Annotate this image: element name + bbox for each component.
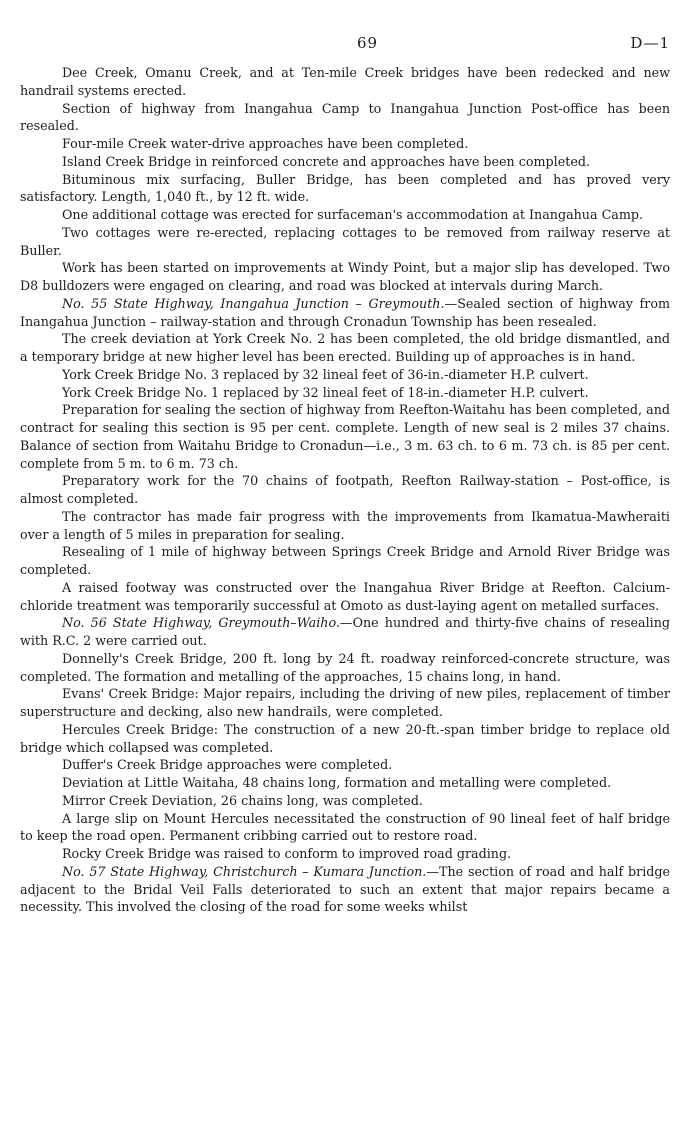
paragraph: Two cottages were re-erected, replacing cottages to be removed from railway reserve at Buller.	[20, 224, 670, 258]
paragraph: A raised footway was constructed over the Inangahua River Bridge at Reefton. Calcium-chloride treatment was temporarily successful at Omoto as dust-laying agent on metalled surfaces.	[20, 579, 670, 613]
paragraph: Bituminous mix surfacing, Buller Bridge, has been completed and has proved very satisfactory. Length, 1,040 ft., by 12 ft. wide.	[20, 171, 670, 205]
paragraph: One additional cottage was erected for surfaceman's accommodation at Inangahua Camp.	[62, 207, 644, 222]
paragraph: Donnelly's Creek Bridge, 200 ft. long by 24 ft. roadway reinforced-concrete structure, was completed. The formation and metalling of the approaches, 15 chains long, in hand.	[20, 650, 670, 684]
paragraph: Preparatory work for the 70 chains of footpath, Reefton Railway-station – Post-office, is almost completed.	[20, 473, 670, 506]
paragraph: Duffer's Creek Bridge approaches were completed.	[62, 757, 393, 773]
paragraph: A large slip on Mount Hercules necessitated the construction of 90 lineal feet of half bridge to keep the road open. Permanent cribbing carried out to restore road.	[20, 810, 670, 844]
paragraph: Work has been started on improvements at Windy Point, but a major slip has developed. Two D8 bulldozers were engaged on clearing, and road was blocked at intervals during March.	[20, 260, 670, 293]
paragraph: York Creek Bridge No. 3 replaced by 32 lineal feet of 36-in.-diameter H.P. culvert.	[62, 366, 589, 382]
highway-section-paragraph: No. 55 State Highway, Inangahua Junction – Greymouth.—Sealed section of highway from Inangahua Junction – railway-station and through Cronadun Township has been resealed.	[20, 295, 670, 329]
body-text	[20, 64, 670, 916]
paragraph: Rocky Creek Bridge was raised to conform to improved road grading.	[62, 846, 512, 861]
paragraph: Four-mile Creek water-drive approaches have been completed.	[62, 136, 469, 151]
highway-section-paragraph: No. 56 State Highway, Greymouth–Waiho.—One hundred and thirty-five chains of resealing with R.C. 2 were carried out.	[20, 615, 670, 648]
paragraph: Section of highway from Inangahua Camp to Inangahua Junction Post-office has been resealed.	[20, 100, 670, 134]
section-reference: D—1	[630, 34, 670, 52]
paragraph: Resealing of 1 mile of highway between Springs Creek Bridge and Arnold River Bridge was completed.	[20, 544, 670, 577]
page-header	[20, 34, 670, 64]
paragraph: Evans' Creek Bridge: Major repairs, including the driving of new piles, replacement of timber superstructure and decking, also new handrails, were completed.	[20, 686, 670, 719]
paragraph: Mirror Creek Deviation, 26 chains long, was completed.	[62, 792, 423, 808]
page-number: 69	[357, 34, 379, 52]
highway-heading: No. 56 State Highway, Greymouth–Waiho.	[62, 615, 340, 631]
paragraph: Dee Creek, Omanu Creek, and at Ten-mile Creek bridges have been redecked and new handrail systems erected.	[20, 65, 670, 98]
paragraph: Island Creek Bridge in reinforced concrete and approaches have been completed.	[62, 153, 590, 169]
highway-heading: No. 55 State Highway, Inangahua Junction – Greymouth.	[62, 295, 445, 311]
paragraph: The contractor has made fair progress with the improvements from Ikamatua-Mawheraiti over a length of 5 miles in preparation for sealing.	[20, 508, 670, 542]
paragraph: Preparation for sealing the section of highway from Reefton-Waitahu has been completed, and contract for sealing this section is 95 per cent. complete. Length of new seal is 2 miles 37 chains. Balance of section from Waitahu Bridge to Cronadun—i.e., 3 m. 63 ch. to 6 m. 73 ch. is 85 per cent. complete from 5 m. to 6 m. 73 ch.	[20, 402, 670, 471]
highway-heading: No. 57 State Highway, Christchurch – Kumara Junction.	[62, 863, 427, 879]
paragraph: Hercules Creek Bridge: The construction of a new 20-ft.-span timber bridge to replace old bridge which collapsed was completed.	[20, 721, 670, 755]
highway-section-paragraph: No. 57 State Highway, Christchurch – Kumara Junction.—The section of road and half bridge adjacent to the Bridal Veil Falls deteriorated to such an extent that major repairs became a necessity. This involved the closing of the road for some weeks whilst	[20, 863, 671, 915]
paragraph: The creek deviation at York Creek No. 2 has been completed, the old bridge dismantled, and a temporary bridge at new higher level has been erected. Building up of approaches is in hand.	[20, 331, 670, 364]
paragraph: Deviation at Little Waitaha, 48 chains long, formation and metalling were completed.	[62, 775, 612, 790]
paragraph: York Creek Bridge No. 1 replaced by 32 lineal feet of 18-in.-diameter H.P. culvert.	[62, 384, 589, 400]
